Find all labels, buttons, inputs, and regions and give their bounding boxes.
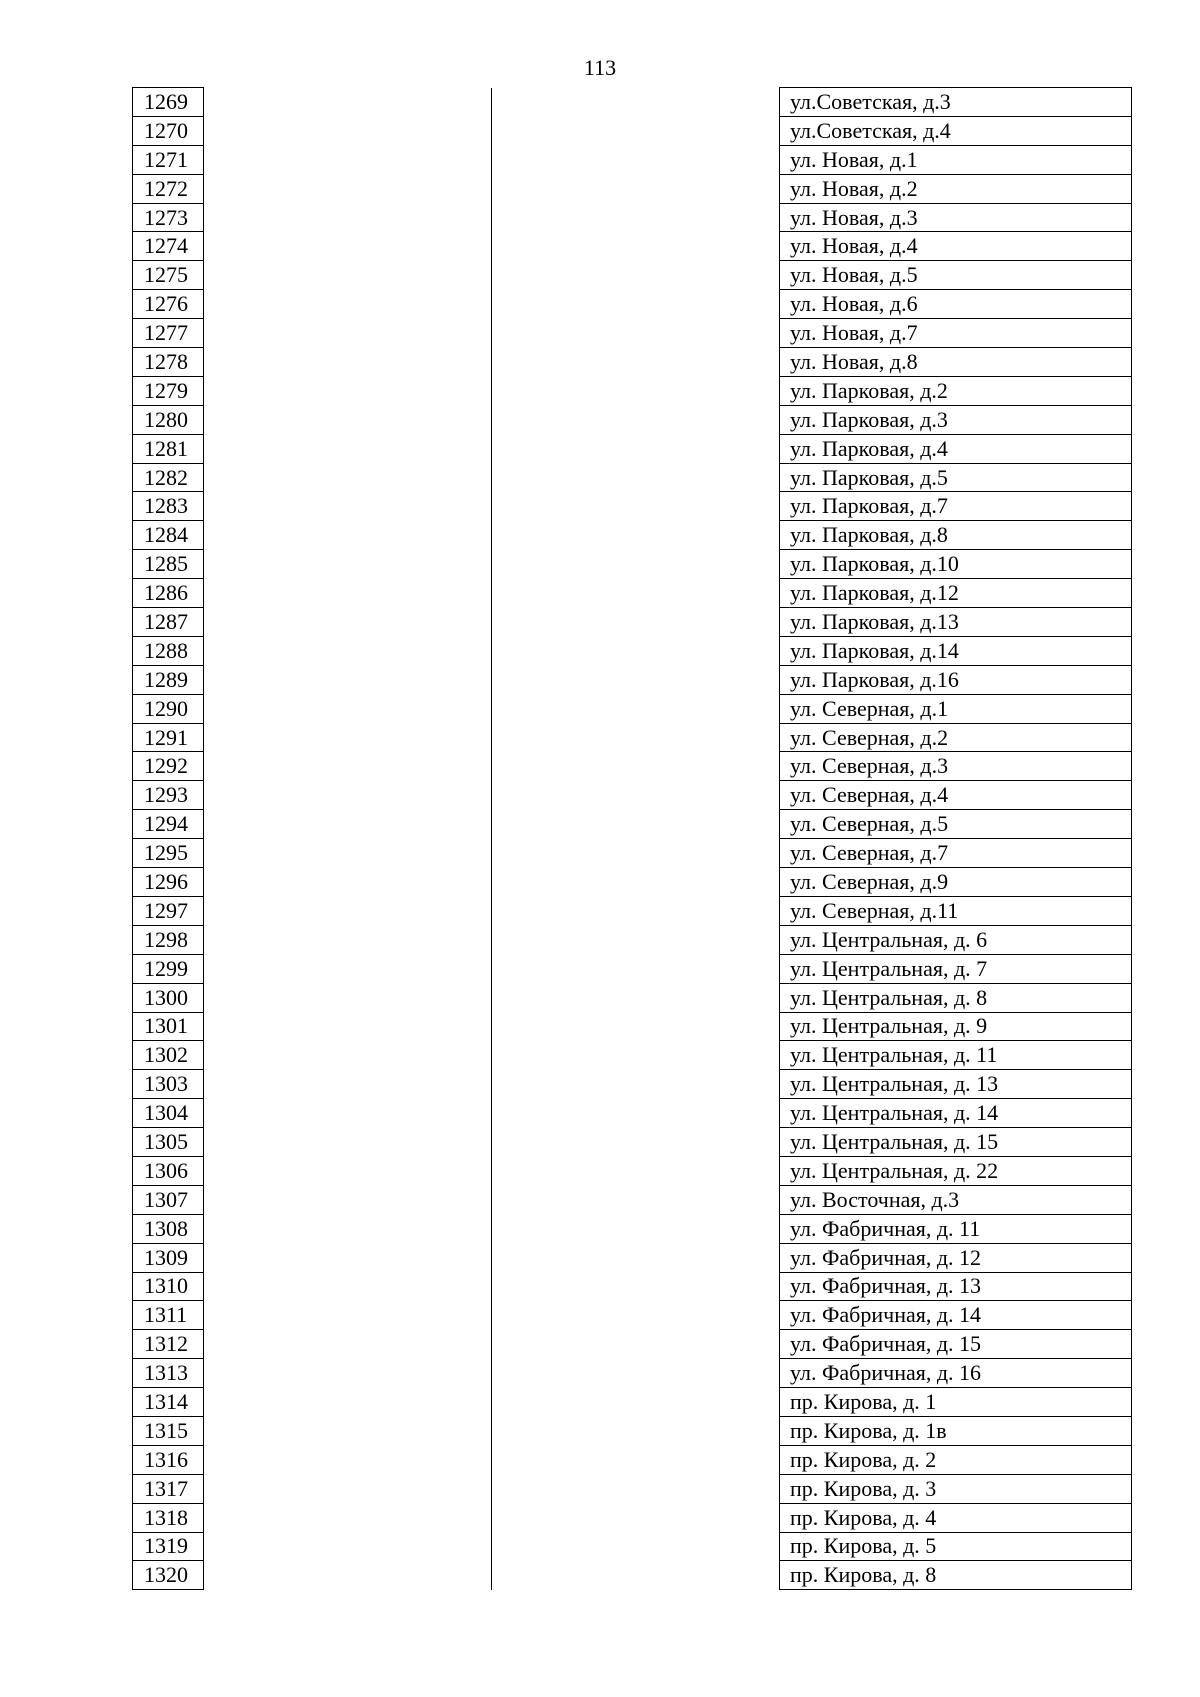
row-number-cell: 1286 [133, 579, 204, 608]
row-number-cell: 1278 [133, 348, 204, 377]
row-number-cell: 1295 [133, 839, 204, 868]
address-cell: ул. Парковая, д.5 [780, 463, 1132, 492]
row-number-cell: 1315 [133, 1416, 204, 1445]
address-cell: ул. Центральная, д. 9 [780, 1012, 1132, 1041]
address-cell: ул. Новая, д.3 [780, 203, 1132, 232]
row-number-cell: 1294 [133, 810, 204, 839]
address-cell: ул. Новая, д.7 [780, 319, 1132, 348]
row-number-cell: 1279 [133, 376, 204, 405]
address-cell: ул. Центральная, д. 22 [780, 1156, 1132, 1185]
address-cell: ул. Северная, д.2 [780, 723, 1132, 752]
row-number-cell: 1301 [133, 1012, 204, 1041]
row-number-cell: 1282 [133, 463, 204, 492]
address-cell: ул. Фабричная, д. 11 [780, 1214, 1132, 1243]
row-number-cell: 1318 [133, 1503, 204, 1532]
address-cell: пр. Кирова, д. 3 [780, 1474, 1132, 1503]
row-number-cell: 1296 [133, 868, 204, 897]
row-number-cell: 1310 [133, 1272, 204, 1301]
address-cell: ул. Парковая, д.4 [780, 434, 1132, 463]
address-cell: пр. Кирова, д. 8 [780, 1561, 1132, 1590]
address-cell: ул. Новая, д.8 [780, 348, 1132, 377]
address-cell: ул. Парковая, д.13 [780, 608, 1132, 637]
address-cell: ул. Центральная, д. 11 [780, 1041, 1132, 1070]
blank-column-3 [492, 88, 780, 1590]
row-number-cell: 1313 [133, 1359, 204, 1388]
address-cell: ул. Новая, д.6 [780, 290, 1132, 319]
address-cell: ул. Фабричная, д. 15 [780, 1330, 1132, 1359]
blank-column-2 [204, 88, 492, 1590]
address-cell: ул. Северная, д.3 [780, 752, 1132, 781]
row-number-cell: 1309 [133, 1243, 204, 1272]
address-cell: ул. Парковая, д.12 [780, 579, 1132, 608]
address-cell: ул. Новая, д.5 [780, 261, 1132, 290]
row-number-cell: 1284 [133, 521, 204, 550]
address-cell: ул. Центральная, д. 7 [780, 954, 1132, 983]
address-cell: ул.Советская, д.3 [780, 88, 1132, 117]
row-number-cell: 1280 [133, 405, 204, 434]
address-cell: ул. Парковая, д.16 [780, 665, 1132, 694]
row-number-cell: 1299 [133, 954, 204, 983]
row-number-cell: 1297 [133, 896, 204, 925]
row-number-cell: 1303 [133, 1070, 204, 1099]
address-cell: ул. Северная, д.9 [780, 868, 1132, 897]
row-number-cell: 1319 [133, 1532, 204, 1561]
address-cell: ул. Центральная, д. 8 [780, 983, 1132, 1012]
row-number-cell: 1283 [133, 492, 204, 521]
address-cell: ул. Фабричная, д. 16 [780, 1359, 1132, 1388]
row-number-cell: 1314 [133, 1388, 204, 1417]
row-number-cell: 1275 [133, 261, 204, 290]
row-number-cell: 1271 [133, 145, 204, 174]
address-cell: ул. Парковая, д.8 [780, 521, 1132, 550]
row-number-cell: 1311 [133, 1301, 204, 1330]
row-number-cell: 1289 [133, 665, 204, 694]
row-number-cell: 1292 [133, 752, 204, 781]
row-number-cell: 1277 [133, 319, 204, 348]
row-number-cell: 1317 [133, 1474, 204, 1503]
row-number-cell: 1306 [133, 1156, 204, 1185]
row-number-cell: 1307 [133, 1185, 204, 1214]
address-cell: ул. Парковая, д.7 [780, 492, 1132, 521]
row-number-cell: 1290 [133, 694, 204, 723]
address-cell: ул. Фабричная, д. 13 [780, 1272, 1132, 1301]
row-number-cell: 1281 [133, 434, 204, 463]
row-number-cell: 1298 [133, 925, 204, 954]
address-cell: ул. Новая, д.4 [780, 232, 1132, 261]
row-number-cell: 1287 [133, 608, 204, 637]
address-cell: пр. Кирова, д. 1в [780, 1416, 1132, 1445]
address-cell: ул. Новая, д.1 [780, 145, 1132, 174]
row-number-cell: 1288 [133, 636, 204, 665]
row-number-cell: 1316 [133, 1445, 204, 1474]
address-cell: ул. Северная, д.7 [780, 839, 1132, 868]
address-cell: ул. Северная, д.11 [780, 896, 1132, 925]
address-cell: пр. Кирова, д. 1 [780, 1388, 1132, 1417]
row-number-cell: 1270 [133, 116, 204, 145]
row-number-cell: 1304 [133, 1099, 204, 1128]
row-number-cell: 1308 [133, 1214, 204, 1243]
address-cell: ул. Центральная, д. 14 [780, 1099, 1132, 1128]
address-cell: ул. Центральная, д. 13 [780, 1070, 1132, 1099]
address-cell: ул. Фабричная, д. 14 [780, 1301, 1132, 1330]
address-table-body [133, 88, 1132, 1590]
address-cell: ул.Советская, д.4 [780, 116, 1132, 145]
row-number-cell: 1293 [133, 781, 204, 810]
address-cell: пр. Кирова, д. 4 [780, 1503, 1132, 1532]
address-cell: ул. Северная, д.1 [780, 694, 1132, 723]
row-number-cell: 1312 [133, 1330, 204, 1359]
address-cell: ул. Северная, д.4 [780, 781, 1132, 810]
address-cell: ул. Центральная, д. 15 [780, 1128, 1132, 1157]
row-number-cell: 1305 [133, 1128, 204, 1157]
row-number-cell: 1269 [133, 88, 204, 117]
row-number-cell: 1291 [133, 723, 204, 752]
address-cell: ул. Фабричная, д. 12 [780, 1243, 1132, 1272]
page-number: 113 [583, 55, 617, 80]
row-number-cell: 1302 [133, 1041, 204, 1070]
row-number-cell: 1300 [133, 983, 204, 1012]
address-cell: ул. Центральная, д. 6 [780, 925, 1132, 954]
address-cell: ул. Новая, д.2 [780, 174, 1132, 203]
address-table [132, 87, 1132, 1590]
address-cell: ул. Парковая, д.2 [780, 376, 1132, 405]
address-cell: ул. Парковая, д.3 [780, 405, 1132, 434]
address-cell: ул. Парковая, д.10 [780, 550, 1132, 579]
address-cell: ул. Парковая, д.14 [780, 636, 1132, 665]
address-cell: пр. Кирова, д. 2 [780, 1445, 1132, 1474]
table-row [133, 88, 1132, 117]
row-number-cell: 1285 [133, 550, 204, 579]
row-number-cell: 1274 [133, 232, 204, 261]
row-number-cell: 1272 [133, 174, 204, 203]
address-cell: пр. Кирова, д. 5 [780, 1532, 1132, 1561]
address-cell: ул. Восточная, д.3 [780, 1185, 1132, 1214]
row-number-cell: 1276 [133, 290, 204, 319]
address-cell: ул. Северная, д.5 [780, 810, 1132, 839]
row-number-cell: 1320 [133, 1561, 204, 1590]
row-number-cell: 1273 [133, 203, 204, 232]
